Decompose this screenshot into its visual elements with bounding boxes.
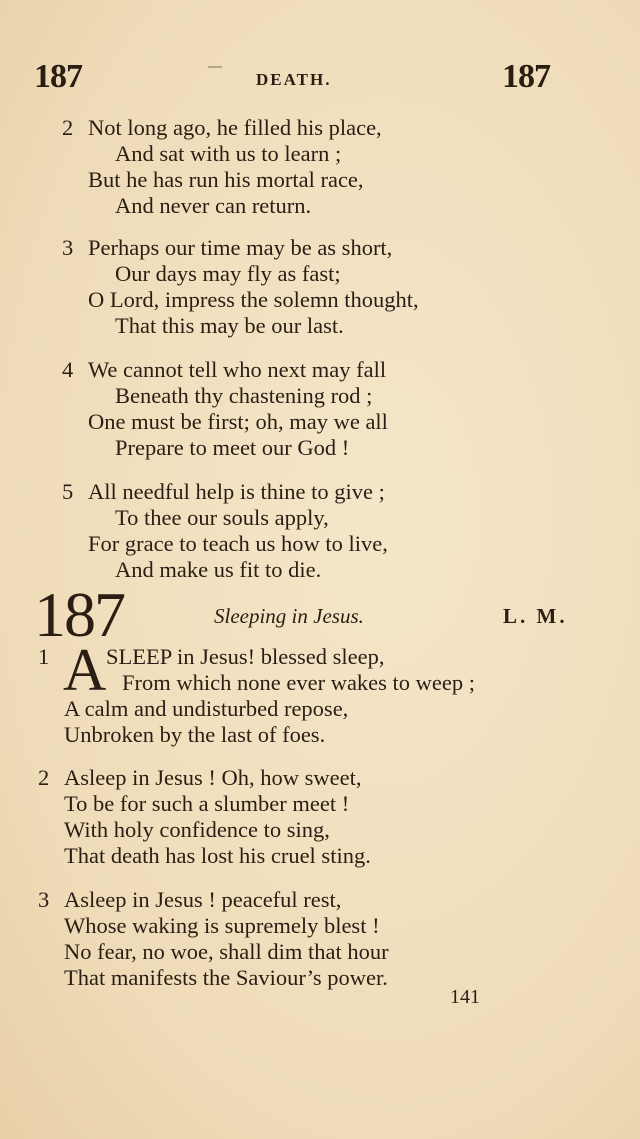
page-number: 141 bbox=[450, 986, 480, 1008]
stanza-number: 2 bbox=[62, 115, 74, 140]
stanza-line: All needful help is thine to give ; bbox=[88, 479, 385, 504]
stanza-line: Our days may fly as fast; bbox=[115, 261, 341, 286]
stanza-line: To thee our souls apply, bbox=[115, 505, 329, 530]
stanza-number: 3 bbox=[38, 887, 50, 912]
stanza-line: For grace to teach us how to live, bbox=[88, 531, 388, 556]
drop-cap: A bbox=[63, 637, 107, 703]
stanza-line: Asleep in Jesus ! peaceful rest, bbox=[64, 887, 342, 912]
header-hymn-number-left: 187 bbox=[34, 58, 82, 95]
stanza-line: No fear, no woe, shall dim that hour bbox=[64, 939, 389, 964]
stanza-number: 2 bbox=[38, 765, 50, 790]
stanza-line: A calm and undisturbed repose, bbox=[64, 696, 349, 721]
header-title: DEATH. bbox=[256, 70, 332, 89]
stanza-number: 3 bbox=[62, 235, 74, 260]
stanza-line: SLEEP in Jesus! blessed sleep, bbox=[106, 644, 385, 669]
stanza-line: That this may be our last. bbox=[115, 313, 344, 338]
stanza-line: To be for such a slumber meet ! bbox=[64, 791, 350, 816]
stanza-line: Perhaps our time may be as short, bbox=[88, 235, 393, 260]
hymn-number: 187 bbox=[34, 579, 124, 650]
stanza-number: 4 bbox=[62, 357, 74, 382]
header-hymn-number-right: 187 bbox=[502, 58, 550, 95]
stanza-number: 1 bbox=[38, 644, 50, 669]
stanza-line: From which none ever wakes to weep ; bbox=[122, 670, 476, 695]
stanza-line: And sat with us to learn ; bbox=[115, 141, 342, 166]
stanza-line: That death has lost his cruel sting. bbox=[64, 843, 371, 868]
stanza-line: Prepare to meet our God ! bbox=[115, 435, 350, 460]
stanza-line: But he has run his mortal race, bbox=[88, 167, 364, 192]
header-ornament bbox=[208, 66, 222, 68]
stanza-number: 5 bbox=[62, 479, 74, 504]
stanza-line: And make us fit to die. bbox=[115, 557, 322, 582]
stanza-line: With holy confidence to sing, bbox=[64, 817, 330, 842]
stanza-line: We cannot tell who next may fall bbox=[88, 357, 387, 382]
stanza-line: That manifests the Saviour’s power. bbox=[64, 965, 388, 990]
stanza-line: And never can return. bbox=[115, 193, 312, 218]
stanza-line: Not long ago, he filled his place, bbox=[88, 115, 382, 140]
stanza-line: O Lord, impress the solemn thought, bbox=[88, 287, 419, 312]
stanza-line: One must be first; oh, may we all bbox=[88, 409, 388, 434]
hymn-meter: L. M. bbox=[503, 604, 568, 628]
stanza-line: Beneath thy chastening rod ; bbox=[115, 383, 373, 408]
stanza-line: Unbroken by the last of foes. bbox=[64, 722, 326, 747]
stanza-line: Whose waking is supremely blest ! bbox=[64, 913, 380, 938]
stanza-line: Asleep in Jesus ! Oh, how sweet, bbox=[64, 765, 362, 790]
hymn-title: Sleeping in Jesus. bbox=[214, 604, 364, 628]
